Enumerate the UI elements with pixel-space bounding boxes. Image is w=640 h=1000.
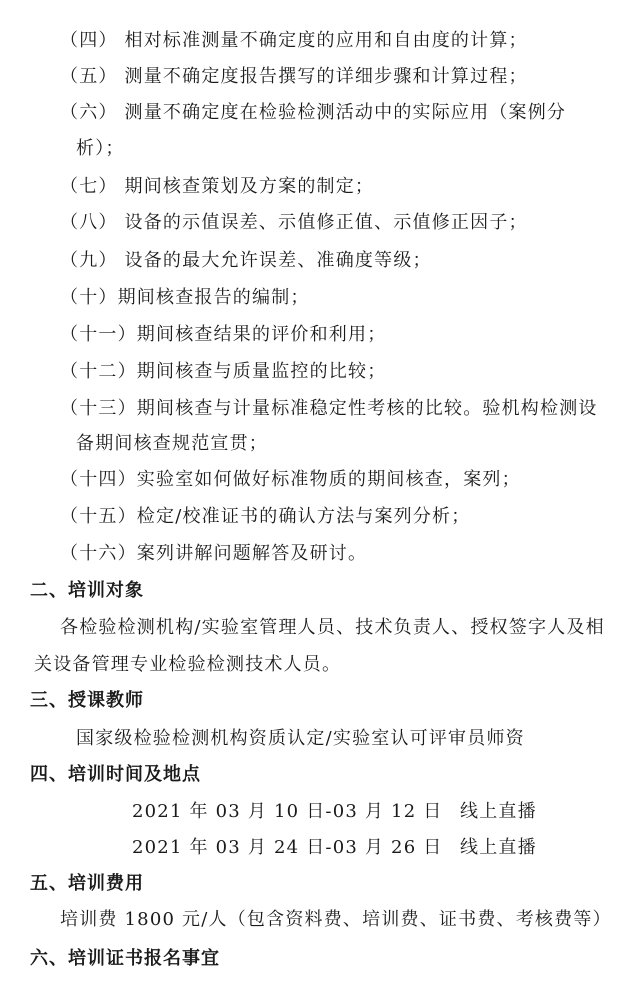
course-item-9: （九） 设备的最大允许误差、准确度等级； [60,250,432,271]
course-item-10: （十）期间核查报告的编制； [60,287,310,308]
course-item-14: （十四）实验室如何做好标准物质的期间核查，案列； [60,469,521,490]
session-mode: 线上直播 [460,837,537,858]
course-item-16: （十六）案列讲解问题解答及研讨。 [60,543,368,564]
section-heading-certificate: 六、培训证书报名事宜 [30,948,220,969]
course-item-6: （六） 测量不确定度在检验检测活动中的实际应用（案例分 [60,102,567,123]
course-item-12: （十二）期间核查与质量监控的比较； [60,361,387,382]
course-item-8: （八） 设备的示值误差、示值修正值、示值修正因子； [60,212,528,233]
trainees-text-continued: 关设备管理专业检验检测技术人员。 [34,654,342,675]
teachers-text: 国家级检验检测机构资质认定/实验室认可评审员师资 [76,728,525,749]
section-heading-teachers: 三、授课教师 [30,690,144,711]
course-item-13: （十三）期间核查与计量标准稳定性考核的比较。验机构检测设 [60,398,598,419]
course-item-11: （十一）期间核查结果的评价和利用； [60,324,387,345]
course-item-4: （四） 相对标准测量不确定度的应用和自由度的计算； [60,30,528,51]
section-heading-time-place: 四、培训时间及地点 [30,764,201,785]
course-item-7: （七） 期间核查策划及方案的制定； [60,176,375,197]
session-mode: 线上直播 [460,801,537,822]
course-item-5: （五） 测量不确定度报告撰写的详细步骤和计算过程； [60,66,528,87]
course-item-15: （十五）检定/校准证书的确认方法与案列分析； [60,506,471,527]
section-heading-trainees: 二、培训对象 [30,580,144,601]
trainees-text: 各检验检测机构/实验室管理人员、技术负责人、授权签字人及相 [60,617,605,638]
fee-text: 培训费 1800 元/人（包含资料费、培训费、证书费、考核费等） [60,909,612,930]
course-item-6-continued: 析）； [76,138,125,159]
session-date: 2021 年 03 月 24 日-03 月 26 日 [132,837,443,858]
course-item-13-continued: 备期间核查规范宣贯； [76,433,268,454]
section-heading-fees: 五、培训费用 [30,873,144,894]
session-date: 2021 年 03 月 10 日-03 月 12 日 [132,801,443,822]
